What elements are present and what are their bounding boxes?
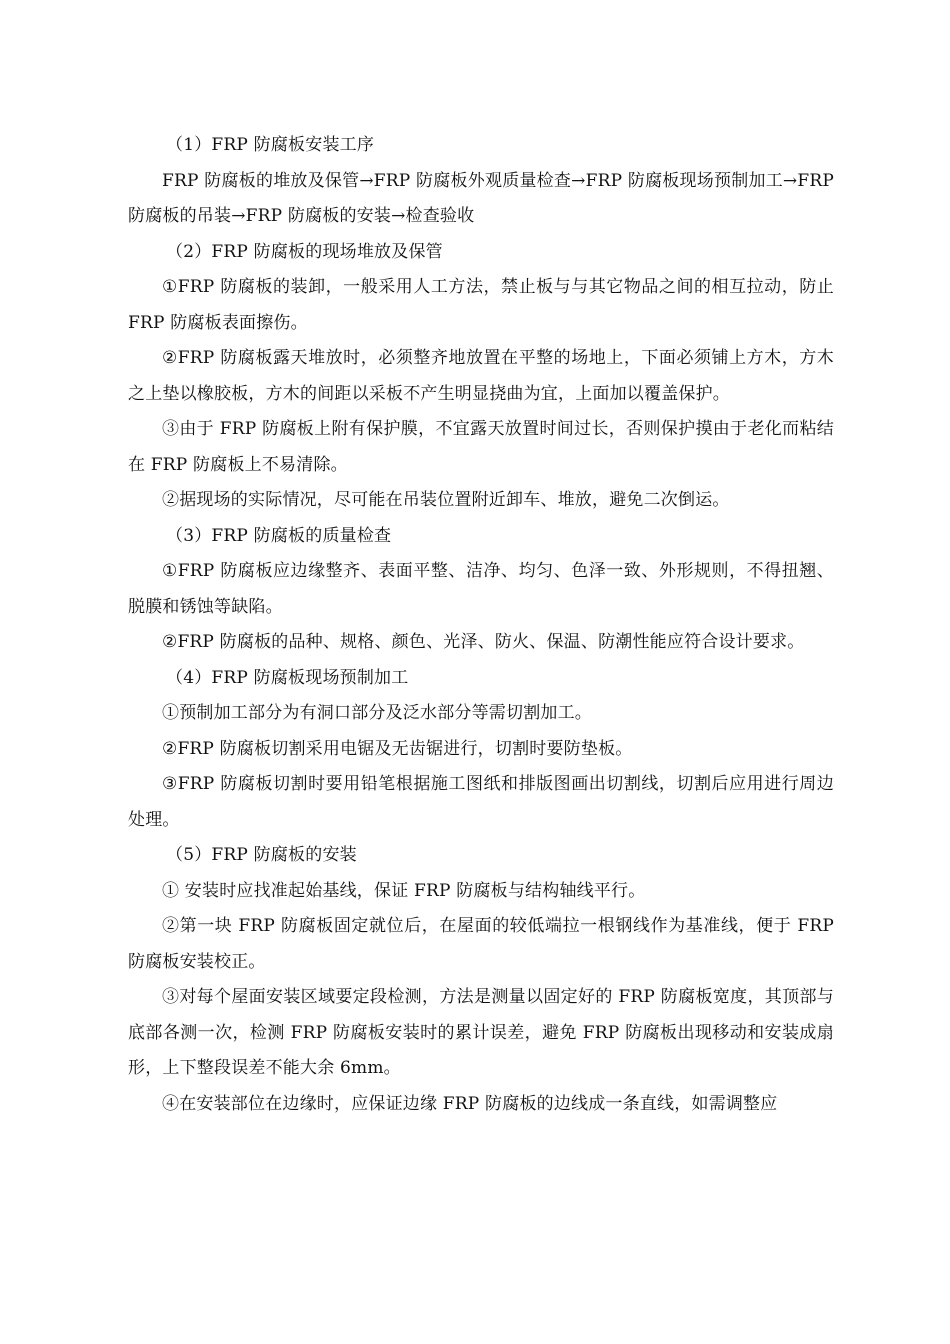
paragraph-install-1: ① 安装时应找准起始基线，保证 FRP 防腐板与结构轴线平行。 <box>162 880 646 901</box>
paragraph-installation-flow: FRP 防腐板的堆放及保管→FRP 防腐板外观质量检查→FRP 防腐板现场预制加工→FRP 防腐板的吊装→FRP 防腐板的安装→检查验收 <box>128 170 834 226</box>
paragraph-prefab-1: ①预制加工部分为有洞口部分及泛水部分等需切割加工。 <box>162 703 592 723</box>
paragraph-storage-3: ③由于 FRP 防腐板上附有保护膜，不宜露天放置时间过长，否则保护摸由于老化而粘结在 FRP 防腐板上不易清除。 <box>128 419 834 475</box>
paragraph-prefab-3: ③FRP 防腐板切割时要用铅笔根据施工图纸和排版图画出切割线，切割后应用进行周边处理。 <box>128 774 834 830</box>
paragraph-install-2: ②第一块 FRP 防腐板固定就位后，在屋面的较低端拉一根钢线作为基准线，便于 FRP 防腐板安装校正。 <box>128 916 834 972</box>
paragraph-storage-1: ①FRP 防腐板的装卸，一般采用人工方法，禁止板与与其它物品之间的相互拉动，防止 FRP 防腐板表面擦伤。 <box>128 277 834 333</box>
paragraph-quality-1: ①FRP 防腐板应边缘整齐、表面平整、洁净、均匀、色泽一致、外形规则，不得扭翘、脱膜和锈蚀等缺陷。 <box>128 561 834 617</box>
document-body <box>128 128 834 1122</box>
section-heading-prefabrication: （4）FRP 防腐板现场预制加工 <box>166 667 409 688</box>
paragraph-install-3: ③对每个屋面安装区域要定段检测，方法是测量以固定好的 FRP 防腐板宽度，其顶部与底部各测一次，检测 FRP 防腐板安装时的累计误差，避免 FRP 防腐板出现移动和安装成扇形，上下整段误差不能大余 6mm。 <box>128 987 834 1078</box>
paragraph-install-4: ④在安装部位在边缘时，应保证边缘 FRP 防腐板的边线成一条直线，如需调整应 <box>162 1093 778 1114</box>
paragraph-prefab-2: ②FRP 防腐板切割采用电锯及无齿锯进行，切割时要防垫板。 <box>162 738 633 759</box>
paragraph-storage-2: ②FRP 防腐板露天堆放时，必须整齐地放置在平整的场地上，下面必须铺上方木，方木之上垫以橡胶板，方木的间距以采板不产生明显挠曲为宜，上面加以覆盖保护。 <box>128 348 834 404</box>
section-heading-installation: （5）FRP 防腐板的安装 <box>166 845 357 865</box>
section-heading-storage: （2）FRP 防腐板的现场堆放及保管 <box>166 241 443 262</box>
section-heading-installation-sequence: （1）FRP 防腐板安装工序 <box>166 135 375 155</box>
section-heading-quality-check: （3）FRP 防腐板的质量检查 <box>166 525 392 546</box>
paragraph-quality-2: ②FRP 防腐板的品种、规格、颜色、光泽、防火、保温、防潮性能应符合设计要求。 <box>162 632 805 652</box>
paragraph-storage-4: ②据现场的实际情况，尽可能在吊装位置附近卸车、堆放，避免二次倒运。 <box>162 490 730 510</box>
